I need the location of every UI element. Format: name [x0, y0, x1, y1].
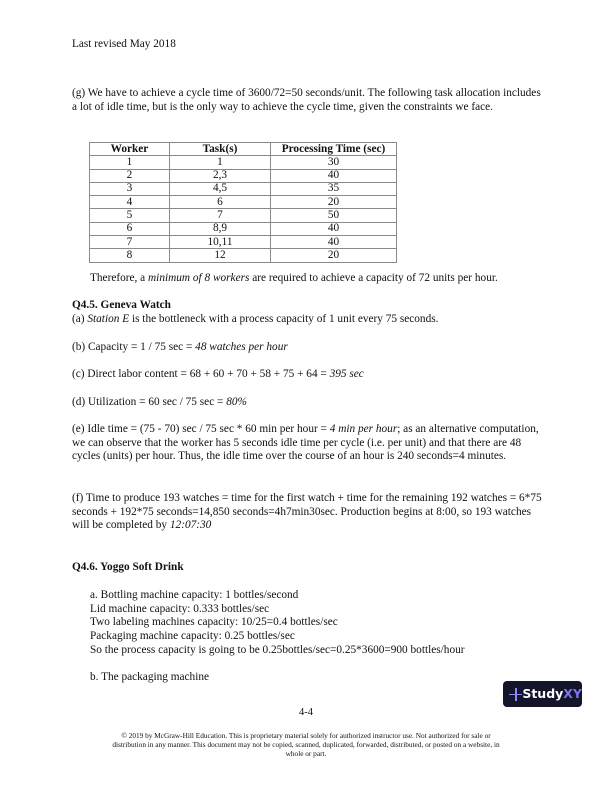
cell-time: 40	[271, 236, 397, 249]
cell-tasks: 1	[170, 156, 271, 169]
cell-tasks: 8,9	[170, 222, 271, 235]
q46-line: Two labeling machines capacity: 10/25=0.4 bottles/sec	[90, 616, 338, 629]
copyright-footer: © 2019 by McGraw-Hill Education. This is proprietary material solely for authorized instructor use. Not authorized for sale or distribution in any manner. This document may not be copied, scanned, duplicated, forwarded, distributed, or posted on a website, in whole or part.	[112, 731, 500, 758]
conclusion-text: Therefore, a minimum of 8 workers are required to achieve a capacity of 72 units per hour.	[90, 272, 498, 284]
q45-part-a: (a) Station E is the bottleneck with a process capacity of 1 unit every 75 seconds.	[72, 313, 439, 325]
q45-part-e: (e) Idle time = (75 - 70) sec / 75 sec * 60 min per hour = 4 min per hour; as an alternative computation, we can observe that the worker has 5 seconds idle time per cycle (i.e. per unit) and that there are 48 cycles (units) per hour. Thus, the idle time over the course of an hour is 240 seconds=4 minutes.	[72, 423, 539, 463]
cell-tasks: 7	[170, 209, 271, 222]
table-row	[90, 249, 397, 262]
cell-tasks: 4,5	[170, 182, 271, 195]
cell-worker: 5	[90, 209, 170, 222]
table-row	[90, 222, 397, 235]
column-header-processing-time: Processing Time (sec)	[271, 143, 397, 156]
cell-worker: 6	[90, 222, 170, 235]
cell-worker: 7	[90, 236, 170, 249]
table-row	[90, 196, 397, 209]
plus-icon	[509, 688, 519, 701]
table-row	[90, 156, 397, 169]
revision-date: Last revised May 2018	[72, 38, 176, 50]
part-g-paragraph: (g) We have to achieve a cycle time of 3600/72=50 seconds/unit. The following task allocation includes a lot of idle time, but is the only way to achieve the cycle time, given the constraints we face.	[72, 87, 541, 113]
cell-worker: 2	[90, 169, 170, 182]
cell-tasks: 12	[170, 249, 271, 262]
q46-heading: Q4.6. Yoggo Soft Drink	[72, 561, 184, 573]
q46-line: So the process capacity is going to be 0.25bottles/sec=0.25*3600=900 bottles/hour	[90, 643, 465, 656]
cell-worker: 4	[90, 196, 170, 209]
cell-time: 40	[271, 169, 397, 182]
table-row	[90, 209, 397, 222]
q45-part-f: (f) Time to produce 193 watches = time for the first watch + time for the remaining 192 watches = 6*75 seconds + 192*75 seconds=14,850 seconds=4h7min30sec. Production begins at 8:00, so 193 watches will be completed by 12:07:30	[72, 492, 542, 532]
cell-time: 50	[271, 209, 397, 222]
q46-part-b: b. The packaging machine	[90, 671, 209, 683]
cell-time: 30	[271, 156, 397, 169]
cell-worker: 8	[90, 249, 170, 262]
cell-time: 35	[271, 182, 397, 195]
cell-time: 20	[271, 196, 397, 209]
column-header-tasks: Task(s)	[170, 143, 271, 156]
cell-time: 20	[271, 249, 397, 262]
q46-line: a. Bottling machine capacity: 1 bottles/second	[90, 589, 299, 601]
page-number: 4-4	[299, 707, 313, 718]
column-header-worker: Worker	[90, 143, 170, 156]
q46-part-a	[90, 589, 570, 658]
q46-line: Packaging machine capacity: 0.25 bottles/sec	[90, 630, 295, 643]
table-header-row	[90, 143, 397, 156]
cell-worker: 3	[90, 182, 170, 195]
cell-worker: 1	[90, 156, 170, 169]
badge-label: StudyXY	[522, 686, 582, 702]
q45-part-c: (c) Direct labor content = 68 + 60 + 70 + 58 + 75 + 64 = 395 sec	[72, 368, 364, 380]
cell-tasks: 2,3	[170, 169, 271, 182]
cell-tasks: 6	[170, 196, 271, 209]
table-row	[90, 236, 397, 249]
table-row	[90, 182, 397, 195]
cell-tasks: 10,11	[170, 236, 271, 249]
cell-time: 40	[271, 222, 397, 235]
table-row	[90, 169, 397, 182]
q45-part-b: (b) Capacity = 1 / 75 sec = 48 watches per hour	[72, 341, 288, 353]
q46-line: Lid machine capacity: 0.333 bottles/sec	[90, 602, 270, 615]
conclusion-emphasis: minimum of 8 workers	[148, 272, 250, 284]
studyxy-badge[interactable]	[503, 681, 582, 707]
task-allocation-table	[89, 142, 397, 263]
q45-part-d: (d) Utilization = 60 sec / 75 sec = 80%	[72, 396, 247, 408]
q45-heading: Q4.5. Geneva Watch	[72, 299, 171, 311]
